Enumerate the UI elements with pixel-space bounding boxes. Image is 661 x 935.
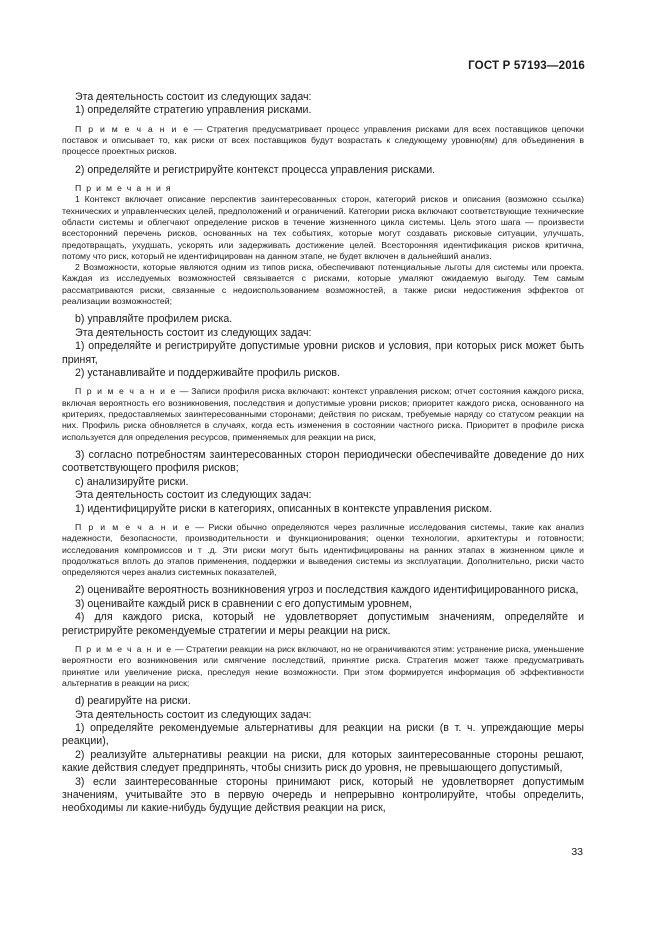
- paragraph-text: Эта деятельность состоит из следующих задач:: [75, 708, 312, 721]
- body-paragraph: [62, 91, 584, 104]
- body-paragraph: [62, 611, 584, 638]
- paragraph-text: 3) если заинтересованные стороны принимают риск, который не удовлетворяет допустимым значениям, учитывайте это в первую очередь и непрерывно контролируйте, чтобы определить, необходимы ли какие-нибудь будущие действия реакции на риск,: [62, 775, 584, 815]
- body-paragraph: [62, 476, 584, 489]
- paragraph-text: b) управляйте профилем риска.: [75, 313, 233, 326]
- paragraph-text: Эта деятельность состоит из следующих задач:: [75, 489, 312, 502]
- paragraph-text: 1 Контекст включает описание перспектив заинтересованных сторон, категорий рисков и описания (возможно ссылка) технических и управленческих целей, предположений и ограничений. Категории риска включают соответствующие технические области системы и облегчают определение рисков в течение жизненного цикла системы. Цель этого шага — произвести всесторонний перечень рисков, основанных на тех событиях, которые могут создавать рисковые ситуации, улучшать, предотвращать, ухудшать, ускорять или задерживать достижение целей. Всесторонняя идентификация рисков критична, потому что риск, который не идентифицирован на данном этапе, не будет включен в дальнейший анализ.: [62, 194, 584, 261]
- note-paragraph: [62, 194, 584, 262]
- paragraph-text: 1) идентифицируйте риски в категориях, описанных в контексте управления риском.: [75, 502, 493, 515]
- paragraph-text: 3) оценивайте каждый риск в сравнении с его допустимым уровнем,: [75, 597, 412, 610]
- note-paragraph: [62, 522, 584, 578]
- paragraph-text: 4) для каждого риска, который не удовлетворяет допустимым значениям, определяйте и регистрируйте рекомендуемые стратегии и меры реакции на риск.: [62, 611, 584, 637]
- body-paragraph: [62, 367, 584, 380]
- note-label: П р и м е ч а н и е: [75, 644, 173, 655]
- note-paragraph: [62, 262, 584, 307]
- body-paragraph: [62, 584, 584, 597]
- note-label: П р и м е ч а н и е: [75, 521, 191, 532]
- paragraph-text: c) анализируйте риски.: [75, 475, 189, 488]
- note-label: П р и м е ч а н и е: [75, 123, 190, 134]
- document-standard-id: ГОСТ Р 57193—2016: [468, 60, 585, 72]
- paragraph-text: — Риски обычно определяются через различные исследования системы, такие как анализ надежности, безопасности, производительности и функционирования; оценки технологии, архитектуры и готовности; исследования компромиссов и т .д. Эти риски могут быть идентифицированы на ранних этапах в жизненном цикле и продолжаться вплоть до этапов применения, поддержки и выведения системы из эксплуатации. Дополнительно, риски часто определяются через анализ системных показателей,: [62, 521, 585, 578]
- note-label: П р и м е ч а н и я: [75, 183, 172, 194]
- note-paragraph: [62, 124, 584, 158]
- paragraph-text: 3) согласно потребностям заинтересованных сторон периодически обеспечивайте доведение до них соответствующего профиля рисков;: [62, 448, 584, 475]
- paragraph-text: 2) реализуйте альтернативы реакции на риски, для которых заинтересованные стороны решают, какие действия следует предпринять, чтобы снизить риск до уровня, не превышающего допустимый,: [62, 748, 584, 775]
- paragraph-text: 1) определяйте и регистрируйте допустимые уровни рисков и условия, при которых риск может быть принят,: [62, 340, 584, 366]
- body-paragraph: [62, 722, 584, 749]
- paragraph-text: 2) оценивайте вероятность возникновения угроз и последствия каждого идентифицированного риска,: [75, 584, 579, 597]
- paragraph-text: Эта деятельность состоит из следующих задач:: [75, 326, 312, 339]
- body-paragraph: [62, 503, 584, 516]
- body-paragraph: [62, 449, 584, 476]
- paragraph-text: 2) определяйте и регистрируйте контекст процесса управления рисками.: [75, 163, 436, 176]
- paragraph-text: 1) определяйте стратегию управления рисками.: [75, 104, 312, 117]
- body-paragraph: [62, 164, 584, 177]
- body-paragraph: [62, 327, 584, 340]
- paragraph-text: — Стратегии реакции на риск включают, но не ограничиваются этим: устранение риска, уменьшение вероятности его возникновения или смягчение последствий, принятие риска. Стратегия может также предусматривать принятие или увеличение риска, преследуя некие возможности. При этом формируется информация об эффективности альтернатив в реакции на риск;: [62, 644, 585, 688]
- body-paragraph: [62, 104, 584, 117]
- note-paragraph: [62, 644, 584, 689]
- page-number: 33: [571, 846, 583, 858]
- paragraph-text: — Записи профиля риска включают: контекст управления риском; отчет состояния каждого риска, включая вероятность его возникновения, последствия и допустимые уровни рисков; приоритет каждого риска, основанного на критериях, предоставляемых заинтересованными сторонами; действия по рискам, требуемые наряду со статусом реакции на них. Профиль риска обновляется в случаях, когда есть изменения в состоянии частного риска. Приоритет в профиле риска используется для определения ресурсов, применяемых для реакции на риск,: [62, 386, 584, 442]
- body-paragraph: [62, 340, 584, 367]
- note-label: П р и м е ч а н и е: [75, 386, 177, 397]
- body-paragraph: [62, 695, 584, 708]
- paragraph-text: 1) определяйте рекомендуемые альтернативы для реакции на риски (в т. ч. упреждающие меры реакции),: [62, 722, 584, 748]
- paragraph-text: d) реагируйте на риски.: [75, 695, 191, 708]
- paragraph-text: 2 Возможности, которые являются одним из типов риска, обеспечивают потенциальные льготы для системы или проекта. Каждая из исследуемых возможностей связывается с рисками, которые умаляют ожидаемую выгоду. Тем самым рассматриваются риски, связанные с недоиспользованием возможностей, а также риски недостижения эффектов от реализации возможностей;: [62, 262, 584, 307]
- body-paragraph: [62, 313, 584, 326]
- note-paragraph: [62, 183, 584, 194]
- body-paragraph: [62, 489, 584, 502]
- body-paragraph: [62, 709, 584, 722]
- note-paragraph: [62, 386, 584, 442]
- body-paragraph: [62, 598, 584, 611]
- body-paragraph: [62, 749, 584, 776]
- document-body: [62, 91, 584, 816]
- body-paragraph: [62, 776, 584, 816]
- paragraph-text: 2) устанавливайте и поддерживайте профиль рисков.: [75, 367, 340, 379]
- paragraph-text: — Стратегия предусматривает процесс управления рисками для всех поставщиков цепочки поставок и описывает то, как риски от всех поставщиков будут возрастать к следующему уровню(ям) для объединения в процессе проектных рисков.: [62, 123, 584, 157]
- paragraph-text: Эта деятельность состоит из следующих задач:: [75, 91, 312, 103]
